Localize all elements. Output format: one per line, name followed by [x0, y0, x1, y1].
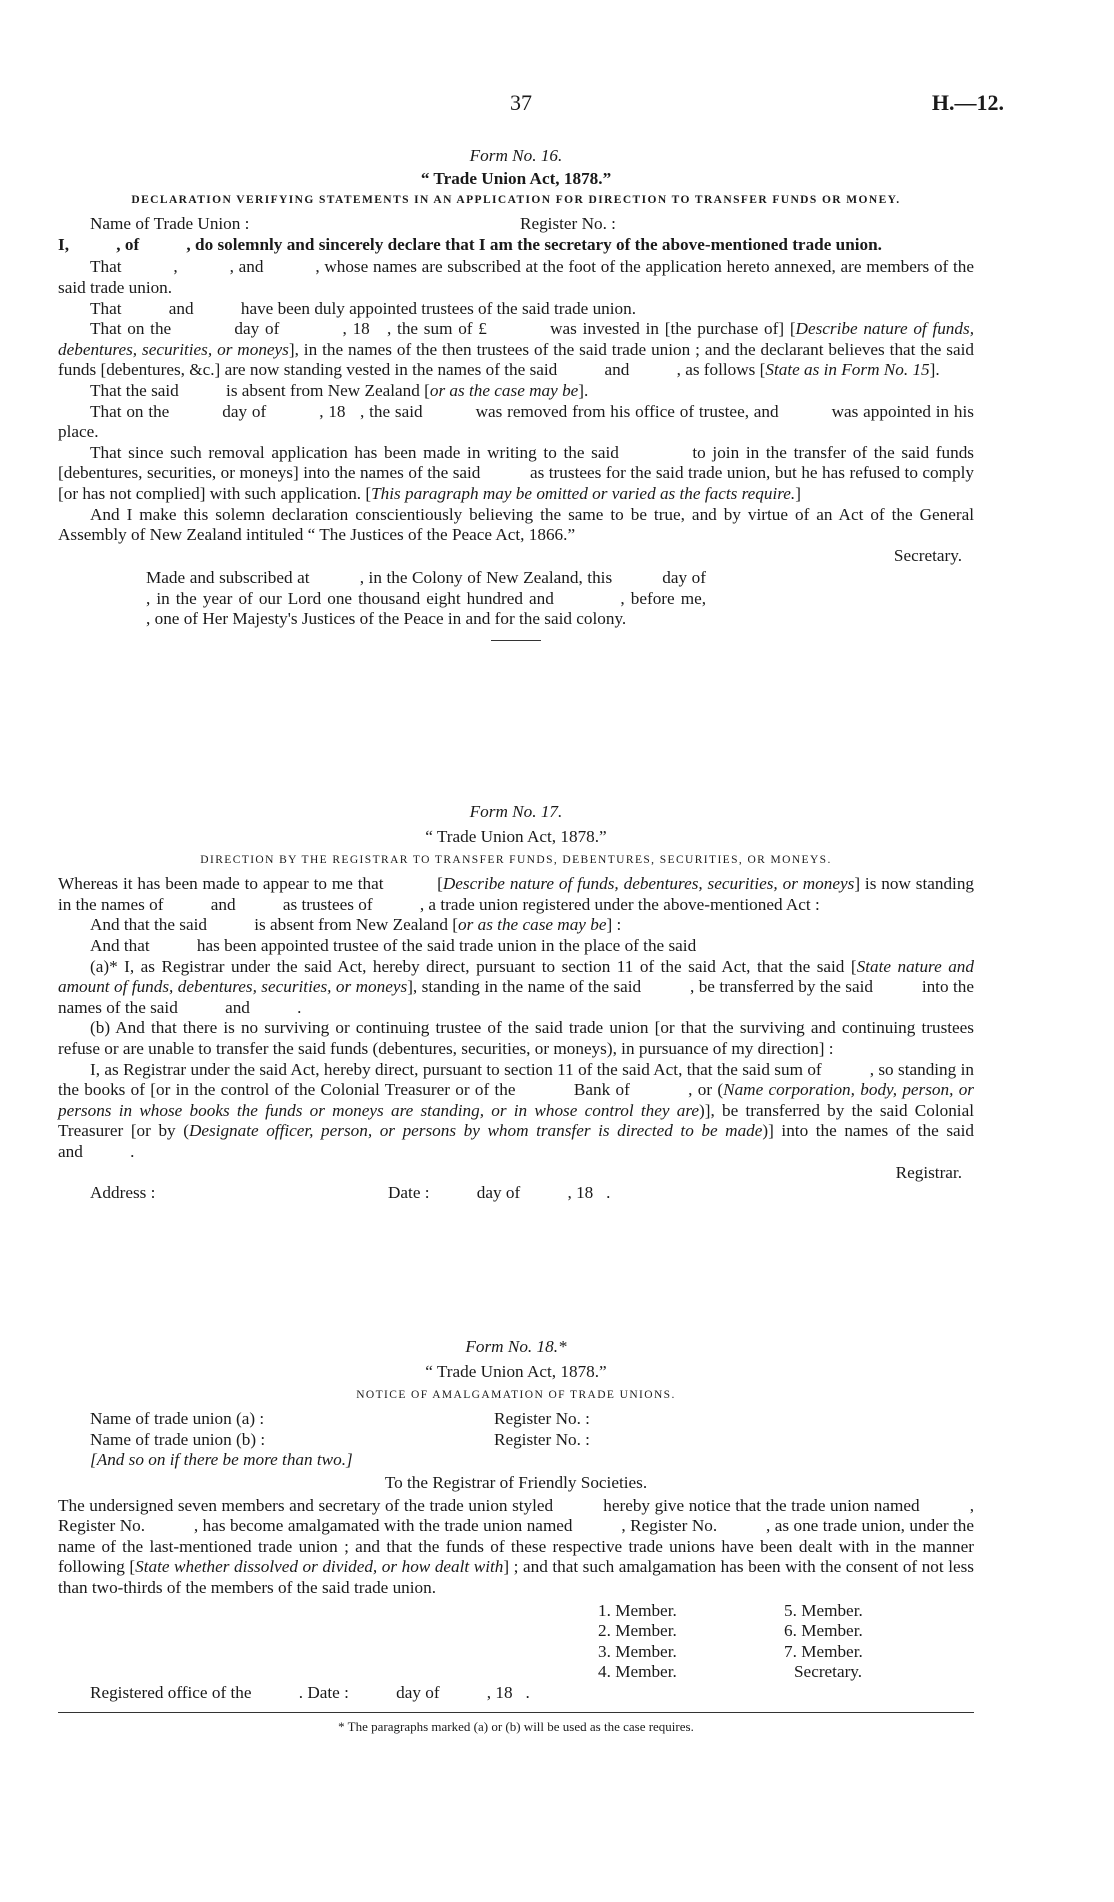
form-16-paragraph-5: That the said is absent from New Zealand [or as the case may be]. [90, 380, 589, 400]
trade-union-b-row [90, 1430, 974, 1451]
trade-union-name-label: Name of Trade Union : [90, 214, 250, 234]
trade-union-a-row [90, 1409, 974, 1430]
trade-union-a-label: Name of trade union (a) : [90, 1409, 265, 1429]
form-18-heading: NOTICE OF AMALGAMATION OF TRADE UNIONS. [356, 1389, 676, 1402]
addressee: To the Registrar of Friendly Societies. [384, 1472, 648, 1492]
secretary-signature: Secretary. [893, 545, 962, 565]
member-4: 4. Member. [598, 1662, 677, 1682]
form-17-paragraph-1: Whereas it has been made to appear to me that [Describe nature of funds, debentures, securities, or moneys] is now standing in the names of and as trustees of , a trade union registered under the above-mentioned Act : [58, 874, 979, 914]
footnote: * The paragraphs marked (a) or (b) will be used as the case requires. [338, 1718, 694, 1734]
member-3: 3. Member. [598, 1641, 677, 1661]
register-no-a-label: Register No. : [494, 1409, 590, 1429]
form-16-paragraph-3: That and have been duly appointed trustees of the said trade union. [90, 298, 637, 318]
and-so-on-note: [And so on if there be more than two.] [90, 1450, 353, 1470]
form-16-heading: DECLARATION VERIFYING STATEMENTS IN AN APPLICATION FOR DIRECTION TO TRANSFER FUNDS OR MONEY. [131, 194, 901, 207]
registered-office-line: Registered office of the . Date : day of , 18 . [90, 1682, 530, 1702]
form-17-paragraph-5: (b) And that there is no surviving or continuing trustee of the said trade union [or that the surviving and continuing trustees refuse or are unable to transfer the said funds (debentures, securities, or moneys), in pursuance of my direction] : [58, 1018, 979, 1058]
members-right-column [784, 1601, 984, 1683]
form-17-paragraph-3: And that has been appointed trustee of the said trade union in the place of the said [90, 935, 697, 955]
form-16-paragraph-7: That since such removal application has been made in writing to the said to join in the transfer of the said funds [debentures, securities, or moneys] into the names of the said as trustees for the said trade union, but he has refused to comply [or has not complied] with such application. [This paragraph may be omitted or varied as the facts require.] [58, 442, 979, 503]
form-18-paragraph-1: The undersigned seven members and secretary of the trade union styled hereby give notice that the trade union named , Register No. , has become amalgamated with the trade union named , Register No. , as one trade union, under the name of the last-mentioned trade union ; and that the funds of these respective trade unions have been dealt with in the manner following [State whether dissolved or divided, or how dealt with] ; and that such amalgamation has been with the consent of not less than two-thirds of the members of the said trade union. [58, 1495, 979, 1597]
trade-union-names [58, 1409, 974, 1471]
register-no-b-label: Register No. : [494, 1429, 590, 1449]
member-5: 5. Member. [784, 1600, 863, 1620]
member-signatures [58, 1601, 974, 1683]
form-17-act: “ Trade Union Act, 1878.” [425, 826, 607, 846]
made-and-subscribed: Made and subscribed at , in the Colony of New Zealand, this day of , in the year of our Lord one thousand eight hundred and , before me, , one of Her Majesty's Justices of the Peace in and for the said colony. [146, 568, 754, 629]
address-label: Address : [90, 1183, 156, 1203]
form-17-paragraph-6: I, as Registrar under the said Act, hereby direct, pursuant to section 11 of the said Act, that the said sum of , so standing in the books of [or in the control of the Colonial Treasurer or of the Bank of , or (Name corporation, body, person, or persons in whose books the funds or moneys are standing, or in whose control they are)], be transferred by the said Colonial Treasurer [or by (Designate officer, person, or persons by whom transfer is directed to be made)] into the names of the said and . [58, 1059, 1022, 1161]
form-16-name-row [58, 214, 974, 235]
member-2: 2. Member. [598, 1621, 677, 1641]
form-16-paragraph-8: And I make this solemn declaration conscientiously believing the same to be true, and by virtue of an Act of the General Assembly of New Zealand intituled “ The Justices of the Peace Act, 1866.” [58, 504, 974, 545]
member-7: 7. Member. [784, 1641, 863, 1661]
members-left-column [598, 1601, 784, 1683]
form-16-title: Form No. 16. [469, 146, 563, 165]
form-18-act: “ Trade Union Act, 1878.” [425, 1361, 607, 1381]
form-18 [58, 1337, 979, 1737]
member-1: 1. Member. [598, 1600, 677, 1620]
form-17-paragraph-2: And that the said is absent from New Zealand [or as the case may be] : [90, 915, 622, 935]
register-no-label: Register No. : [520, 214, 616, 234]
form-17-heading: DIRECTION BY THE REGISTRAR TO TRANSFER FUNDS, DEBENTURES, SECURITIES, OR MONEYS. [200, 854, 832, 867]
form-17 [58, 802, 1022, 1204]
form-16-paragraph-2: That , , and , whose names are subscribed at the foot of the application hereto annexed, are members of the said trade union. [58, 257, 979, 297]
form-18-title: Form No. 18.* [465, 1337, 567, 1356]
form-16-paragraph-1: I, , of , do solemnly and sincerely declare that I am the secretary of the above-mentioned trade union. [58, 234, 882, 254]
footnote-rule [58, 1712, 974, 1713]
secretary-label: Secretary. [794, 1662, 863, 1682]
date-line: Date : day of , 18 . [388, 1183, 611, 1203]
document-code: H.—12. [931, 90, 1004, 115]
form-17-paragraph-4: (a)* I, as Registrar under the said Act, hereby direct, pursuant to section 11 of the said Act, that the said [State nature and amount of funds, debentures, securities, or moneys], standing in the name of the said , be transferred by the said into the names of the said and . [58, 956, 979, 1017]
trade-union-b-label: Name of trade union (b) : [90, 1429, 266, 1449]
page-number: 37 [510, 90, 532, 115]
form-17-title: Form No. 17. [469, 802, 563, 821]
member-6: 6. Member. [784, 1621, 863, 1641]
form-16-act: “ Trade Union Act, 1878.” [420, 168, 612, 188]
divider [491, 640, 541, 641]
address-date-row [58, 1183, 974, 1204]
form-16 [58, 146, 979, 649]
form-16-paragraph-6: That on the day of , 18 , the said was removed from his office of trustee, and was appointed in his place. [58, 401, 979, 442]
form-16-paragraph-4: That on the day of , 18 , the sum of £ was invested in [the purchase of] [Describe nature of funds, debentures, securities, or moneys], in the names of the then trustees of the said trade union ; and the declarant believes that the said funds [debentures, &c.] are now standing vested in the names of the said and , as follows [State as in Form No. 15]. [58, 319, 979, 380]
registrar-signature: Registrar. [895, 1162, 962, 1182]
